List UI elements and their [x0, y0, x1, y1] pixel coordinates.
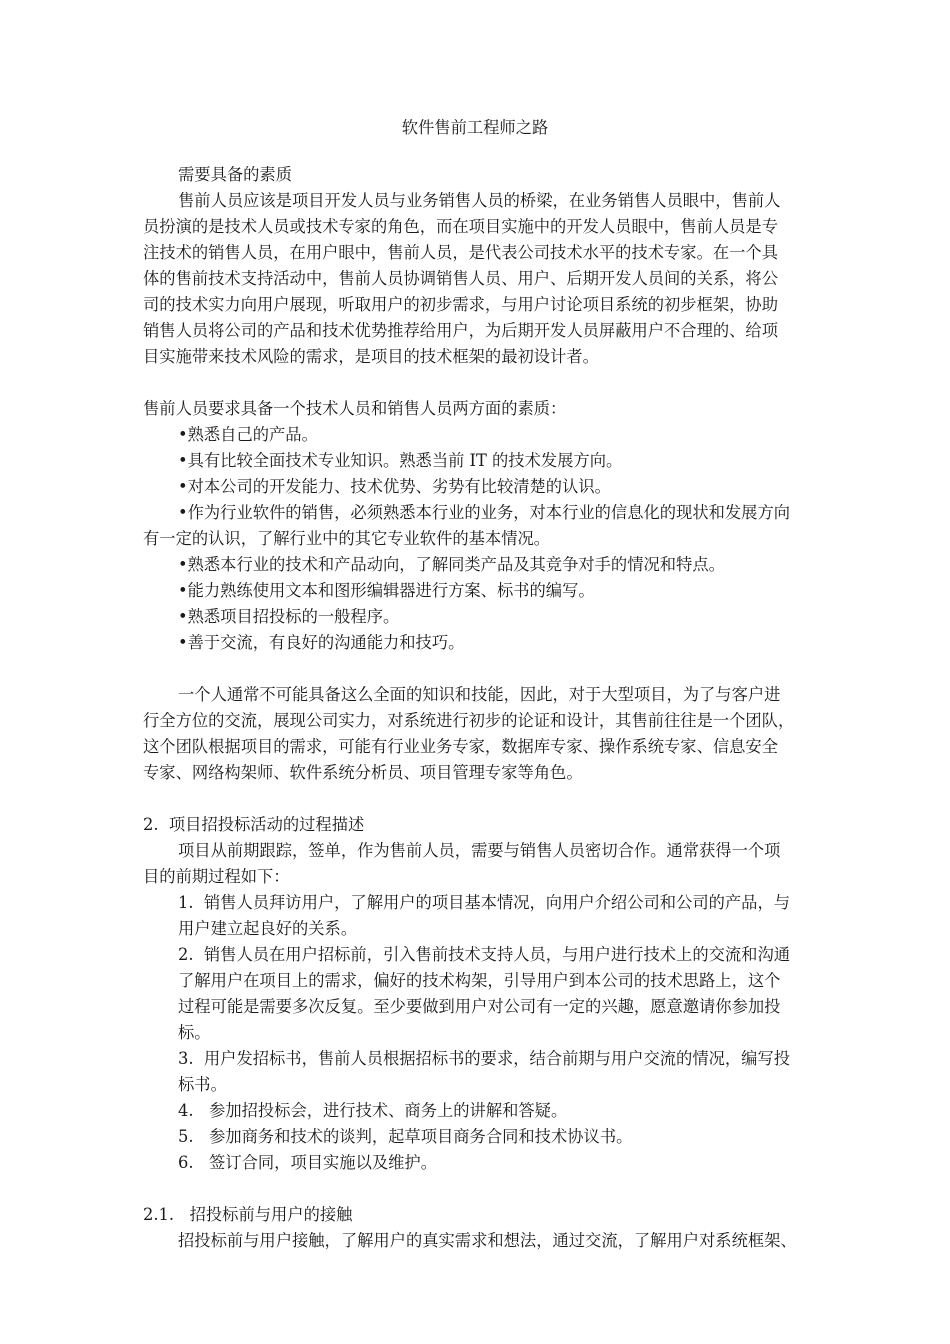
- list-item: 了解用户在项目上的需求，偏好的技术构架，引导用户到本公司的技术思路上，这个: [178, 971, 781, 990]
- list-item: •能力熟练使用文本和图形编辑器进行方案、标书的编写。: [178, 581, 595, 600]
- list-item: 有一定的认识，了解行业中的其它专业软件的基本情况。: [143, 529, 551, 548]
- paragraph-line: 销售人员将公司的产品和技术优势推荐给用户，为后期开发人员屏蔽用户不合理的、给项: [143, 321, 778, 340]
- paragraph-line: 体的售前技术支持活动中，售前人员协调销售人员、用户、后期开发人员间的关系，将公: [143, 269, 778, 288]
- paragraph-line: 售前人员应该是项目开发人员与业务销售人员的桥梁，在业务销售人员眼中，售前人: [178, 191, 781, 210]
- list-item: 标。: [178, 1023, 211, 1042]
- list-item: •对本公司的开发能力、技术优势、劣势有比较清楚的认识。: [178, 477, 611, 496]
- list-item: •善于交流，有良好的沟通能力和技巧。: [178, 633, 465, 652]
- qualities-intro: 售前人员要求具备一个技术人员和销售人员两方面的素质：: [143, 399, 567, 418]
- paragraph-line: 目的前期过程如下：: [143, 867, 290, 886]
- list-item: 用户建立起良好的关系。: [178, 919, 358, 938]
- list-item: 标书。: [178, 1075, 227, 1094]
- list-item: 过程可能是需要多次反复。至少要做到用户对公司有一定的兴趣，愿意邀请你参加投: [178, 997, 781, 1016]
- paragraph-line: 目实施带来技术风险的需求，是项目的技术框架的最初设计者。: [143, 347, 599, 366]
- paragraph-line: 员扮演的是技术人员或技术专家的角色，而在项目实施中的开发人员眼中，售前人员是专: [143, 217, 778, 236]
- list-item: •具有比较全面技术专业知识。熟悉当前 IT 的技术发展方向。: [178, 451, 623, 470]
- list-item: 6. 签订合同，项目实施以及维护。: [178, 1153, 437, 1172]
- list-item: •熟悉本行业的技术和产品动向，了解同类产品及其竞争对手的情况和特点。: [178, 555, 725, 574]
- list-item: •熟悉项目招投标的一般程序。: [178, 607, 400, 626]
- paragraph-line: 行全方位的交流，展现公司实力，对系统进行初步的论证和设计，其售前往往是一个团队，: [143, 711, 795, 730]
- list-item: 1. 销售人员拜访用户，了解用户的项目基本情况，向用户介绍公司和公司的产品，与: [178, 893, 791, 912]
- paragraph-line: 一个人通常不可能具备这么全面的知识和技能，因此，对于大型项目，为了与客户进: [178, 685, 781, 704]
- paragraph-line: 项目从前期跟踪，签单，作为售前人员，需要与销售人员密切合作。通常获得一个项: [178, 841, 781, 860]
- list-item: 3. 用户发招标书，售前人员根据招标书的要求，结合前期与用户交流的情况，编写投: [178, 1049, 791, 1068]
- list-item: •熟悉自己的产品。: [178, 425, 318, 444]
- document-title: 软件售前工程师之路: [401, 118, 549, 137]
- paragraph-line: 这个团队根据项目的需求，可能有行业业务专家，数据库专家、操作系统专家、信息安全: [143, 737, 778, 756]
- list-item: •作为行业软件的销售，必须熟悉本行业的业务，对本行业的信息化的现状和发展方向: [178, 503, 791, 522]
- section-heading-2: 2. 项目招投标活动的过程描述: [143, 815, 365, 834]
- section-heading-quality: 需要具备的素质: [178, 165, 292, 184]
- list-item: 5. 参加商务和技术的谈判，起草项目商务合同和技术协议书。: [178, 1127, 633, 1146]
- paragraph-line: 司的技术实力向用户展现，听取用户的初步需求，与用户讨论项目系统的初步框架，协助: [143, 295, 778, 314]
- list-item: 4. 参加招投标会，进行技术、商务上的讲解和答疑。: [178, 1101, 568, 1120]
- paragraph-line: 注技术的销售人员，在用户眼中，售前人员，是代表公司技术水平的技术专家。在一个具: [143, 243, 778, 262]
- section-heading-2-1: 2.1. 招投标前与用户的接触: [143, 1205, 353, 1224]
- paragraph-line: 招投标前与用户接触，了解用户的真实需求和想法，通过交流，了解用户对系统框架、: [178, 1231, 797, 1250]
- list-item: 2. 销售人员在用户招标前，引入售前技术支持人员，与用户进行技术上的交流和沟通: [178, 945, 791, 964]
- paragraph-line: 专家、网络构架师、软件系统分析员、项目管理专家等角色。: [143, 763, 583, 782]
